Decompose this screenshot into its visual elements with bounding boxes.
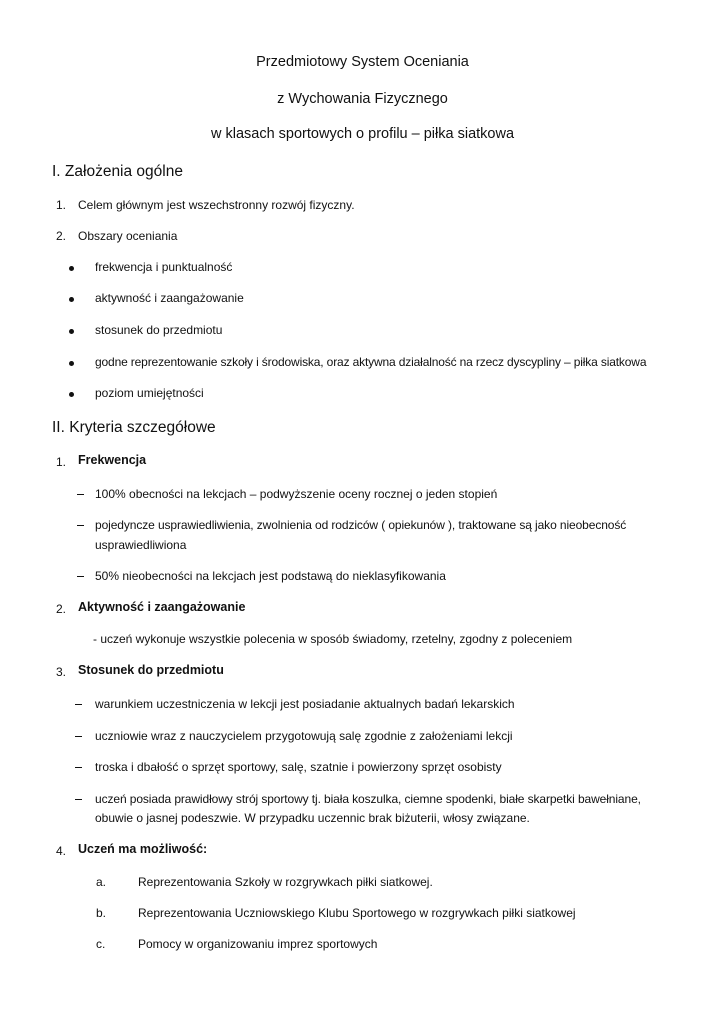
list-letter: b.	[96, 906, 107, 920]
bullet-item: stosunek do przedmiotu	[95, 323, 223, 337]
dash-icon	[77, 494, 84, 495]
criteria-item: 100% obecności na lekcjach – podwyższenie oceny rocznej o jeden stopień	[95, 487, 498, 501]
criteria-item: 50% nieobecności na lekcjach jest podstawą do nieklasyfikowania	[95, 569, 446, 583]
list-number: 1.	[55, 198, 66, 212]
list-item-text: Obszary oceniania	[78, 229, 178, 243]
bullet-item: godne reprezentowanie szkoły i środowiska, oraz aktywna działalność na rzecz dyscypliny – piłka siatkowa	[95, 355, 647, 369]
subsection-title-activity: Aktywność i zaangażowanie	[78, 600, 246, 614]
list-number: 4.	[55, 844, 66, 858]
dash-icon	[77, 525, 84, 526]
dash-icon	[75, 799, 82, 800]
list-item-text: Celem głównym jest wszechstronny rozwój fizyczny.	[78, 198, 355, 212]
criteria-item: pojedyncze usprawiedliwienia, zwolnienia od rodziców ( opiekunów ), traktowane są jako nieobecność	[95, 518, 627, 532]
criteria-item: uczniowie wraz z nauczycielem przygotowują salę zgodnie z założeniami lekcji	[95, 729, 513, 743]
dash-icon	[75, 767, 82, 768]
bullet-icon	[69, 266, 74, 271]
criteria-item: warunkiem uczestniczenia w lekcji jest posiadanie aktualnych badań lekarskich	[95, 697, 515, 711]
list-number: 3.	[55, 665, 66, 679]
criteria-item-continuation: obuwie o jasnej podeszwie. W przypadku uczennic brak biżuterii, włosy związane.	[95, 811, 530, 825]
opportunity-item: Pomocy w organizowaniu imprez sportowych	[138, 937, 378, 951]
subsection-title-attendance: Frekwencja	[78, 453, 147, 467]
opportunity-item: Reprezentowania Szkoły w rozgrywkach piłki siatkowej.	[138, 875, 433, 889]
list-number: 1.	[55, 455, 66, 469]
subsection-title-attitude: Stosunek do przedmiotu	[78, 663, 224, 677]
list-letter: c.	[96, 937, 106, 951]
section-heading-criteria: II. Kryteria szczegółowe	[52, 419, 216, 436]
bullet-item: aktywność i zaangażowanie	[95, 291, 244, 305]
bullet-icon	[69, 329, 74, 334]
list-number: 2.	[55, 602, 66, 616]
dash-icon	[75, 704, 82, 705]
bullet-item: frekwencja i punktualność	[95, 260, 233, 274]
document-title-line3: w klasach sportowych o profilu – piłka siatkowa	[210, 126, 515, 142]
subsection-title-opportunities: Uczeń ma możliwość:	[78, 842, 208, 856]
document-title-line2: z Wychowania Fizycznego	[277, 91, 448, 107]
bullet-icon	[69, 297, 74, 302]
bullet-icon	[69, 361, 74, 366]
criteria-item: troska i dbałość o sprzęt sportowy, salę, szatnie i powierzony sprzęt osobisty	[95, 760, 502, 774]
criteria-text: - uczeń wykonuje wszystkie polecenia w sposób świadomy, rzetelny, zgodny z poleceniem	[93, 632, 573, 646]
dash-icon	[77, 576, 84, 577]
bullet-icon	[69, 392, 74, 397]
section-heading-general: I. Założenia ogólne	[52, 163, 183, 180]
criteria-item: uczeń posiada prawidłowy strój sportowy tj. biała koszulka, ciemne spodenki, białe skarpetki bawełniane,	[95, 792, 641, 806]
opportunity-item: Reprezentowania Uczniowskiego Klubu Sportowego w rozgrywkach piłki siatkowej	[138, 906, 576, 920]
bullet-item: poziom umiejętności	[95, 386, 204, 400]
list-number: 2.	[55, 229, 66, 243]
dash-icon	[75, 736, 82, 737]
document-title-line1: Przedmiotowy System Oceniania	[256, 54, 469, 70]
list-letter: a.	[96, 875, 107, 889]
criteria-item-continuation: usprawiedliwiona	[95, 538, 187, 552]
